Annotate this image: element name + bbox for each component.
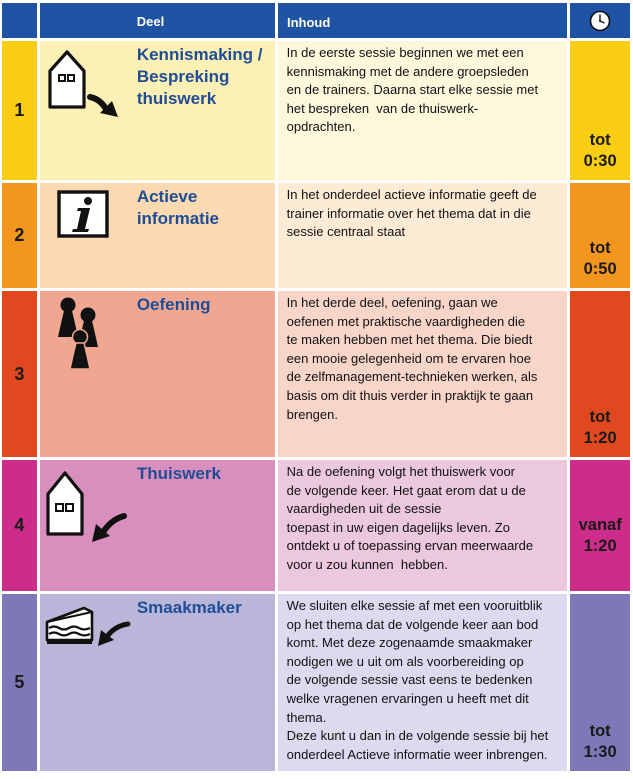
house-arrow-in-icon [44,468,130,550]
session-row-1 [2,41,630,180]
deel-cell [40,460,275,591]
inhoud-text: We sluiten elke sessie af met een vooruitblik op het thema dat de volgende keer aan bod komt. Met deze zogenaamde smaakmaker nodigen we u uit om als voorbereiding op de volgende sessie vast eens te bedenken welke vragenen ervaringen u heeft met dit thema. Deze kunt u dan in de volgende sessie bij het onderdeel Actieve informatie weer inbrengen. [278,594,568,771]
header-num-cell [2,3,37,38]
deel-cell [40,291,275,457]
cake-arrow-icon [44,602,134,658]
deel-title: Kennismaking / Bespreking thuiswerk [136,45,263,108]
session-row-3 [2,291,630,457]
deel-cell [40,594,275,771]
inhoud-text: Na de oefening volgt het thuiswerk voor de volgende keer. Het gaat erom dat u de vaardigheden uit de sessie toepast in uw eigen dagelijks leven. Zo ontdekt u of toepassing ervan meerwaarde voor u zou kunnen hebben. [278,460,568,591]
deel-cell [40,183,275,288]
deel-title: Thuiswerk [136,464,221,483]
header-deel: Deel [40,3,275,38]
time-label: tot 0:30 [570,41,630,180]
inhoud-text: In het derde deel, oefening, gaan we oefenen met praktische vaardigheden die te maken hebben met het thema. Die biedt een mooie gelegenheid om te ervaren hoe de zelfmanagement-technieken werken, als basis om dit thuis verder in praktijk te gaan brengen. [278,291,568,457]
row-number: 5 [2,594,37,771]
header-inhoud: Inhoud [278,3,567,38]
session-row-4 [2,460,630,591]
inhoud-text: In het onderdeel actieve informatie geeft de trainer informatie over het thema dat in die sessie centraal staat [278,183,568,288]
deel-title: Smaakmaker [136,598,242,617]
clock-icon [589,10,611,32]
session-row-5 [2,594,630,771]
header-time-cell [570,3,630,38]
pawns-icon [50,295,110,375]
row-number: 3 [2,291,37,457]
deel-cell [40,41,275,180]
table-header [2,3,630,38]
info-icon [56,189,112,241]
house-arrow-out-icon [46,47,132,119]
row-number: 1 [2,41,37,180]
time-label: tot 0:50 [570,183,630,288]
session-row-2 [2,183,630,288]
time-label: tot 1:20 [570,291,630,457]
inhoud-text: In de eerste sessie beginnen we met een kennismaking met de andere groepsleden en de trainers. Daarna start elke sessie met het bespreken van de thuiswerk- opdrachten. [278,41,568,180]
row-number: 4 [2,460,37,591]
deel-title: Oefening [136,295,211,314]
time-label: vanaf 1:20 [570,460,630,591]
row-number: 2 [2,183,37,288]
deel-title: Actieve informatie [136,187,220,228]
time-label: tot 1:30 [570,594,630,771]
